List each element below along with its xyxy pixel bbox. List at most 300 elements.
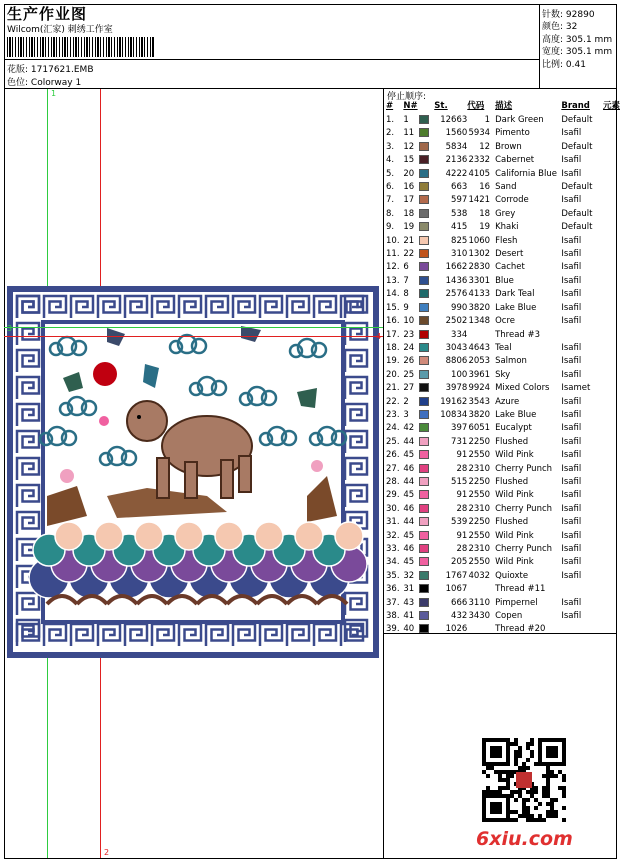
thread-brand: Isafil <box>561 155 582 166</box>
thread-table-header <box>386 100 620 114</box>
thread-swatch <box>419 503 434 516</box>
thread-index: 11. <box>386 249 400 260</box>
color-swatch <box>419 262 429 271</box>
thread-description: Wild Pink <box>495 450 534 461</box>
thread-description: Quioxte <box>495 570 529 581</box>
thread-code <box>467 623 495 636</box>
thread-description: Corrode <box>495 195 529 206</box>
thread-code: 2310 <box>468 544 491 554</box>
color-swatch <box>419 464 429 473</box>
thread-stitches: 666 <box>451 597 468 608</box>
thread-row <box>386 610 620 623</box>
color-swatch <box>419 316 429 325</box>
thread-needle: 11 <box>403 128 415 139</box>
thread-description: Lake Blue <box>495 409 537 420</box>
col-element: 元素 <box>602 101 620 112</box>
thread-description: Thread #20 <box>495 624 546 635</box>
thread-description: Copen <box>495 611 523 622</box>
thread-code: 2830 <box>468 262 491 273</box>
thread-swatch <box>419 114 434 127</box>
pattern-label: 花版: <box>7 65 29 75</box>
thread-needle: 15 <box>403 155 415 166</box>
thread-code <box>467 583 495 596</box>
thread-brand <box>561 623 595 636</box>
color-swatch <box>419 544 429 553</box>
stop-sequence-title: 停止顺序: <box>387 92 427 102</box>
thread-row <box>386 221 620 234</box>
thread-index: 16. <box>386 316 400 327</box>
thread-needle: 6 <box>403 262 409 273</box>
thread-stitches: 515 <box>451 476 468 487</box>
thread-index: 35. <box>386 570 400 581</box>
thread-description: Thread #3 <box>495 329 541 340</box>
color-swatch <box>419 517 429 526</box>
thread-brand: Isafil <box>561 262 582 273</box>
color-swatch <box>419 128 429 137</box>
flower-left <box>60 469 74 483</box>
thread-swatch <box>419 516 434 529</box>
thread-row <box>386 248 620 261</box>
thread-swatch <box>419 583 434 596</box>
thread-brand: Isamet <box>561 383 591 394</box>
thread-needle: 22 <box>403 249 415 260</box>
thread-swatch <box>419 409 434 422</box>
thread-description: Thread #11 <box>495 584 546 595</box>
thread-index: 19. <box>386 356 400 367</box>
thread-index: 3. <box>386 141 395 152</box>
thread-brand: Isafil <box>561 235 582 246</box>
thread-description: Dark Teal <box>495 289 535 300</box>
thread-index: 29. <box>386 490 400 501</box>
thread-swatch <box>419 342 434 355</box>
thread-brand: Isafil <box>561 275 582 286</box>
thread-index: 21. <box>386 383 400 394</box>
thread-stitches: 28 <box>456 544 468 554</box>
thread-brand <box>561 583 595 596</box>
color-swatch <box>419 330 429 339</box>
thread-index: 15. <box>386 302 400 313</box>
thread-needle: 9 <box>403 302 409 313</box>
thread-needle: 17 <box>403 195 415 206</box>
thread-code: 2550 <box>468 530 491 541</box>
thread-stitches: 8806 <box>445 356 468 367</box>
thread-brand: Isafil <box>561 557 582 568</box>
embroidery-design <box>7 286 382 658</box>
thread-code: 4643 <box>468 342 491 353</box>
thread-brand: Isafil <box>561 490 582 501</box>
thread-swatch <box>419 208 434 221</box>
thread-description: Cachet <box>495 262 525 273</box>
flower-right <box>311 460 323 472</box>
thread-brand: Isafil <box>561 289 582 300</box>
thread-index: 13. <box>386 275 400 286</box>
thread-description: Cherry Punch <box>495 503 553 514</box>
thread-row <box>386 409 620 422</box>
thread-code: 3961 <box>468 369 491 380</box>
color-swatch <box>419 557 429 566</box>
thread-stitches: 4222 <box>445 168 468 179</box>
thread-stitches: 28 <box>456 503 468 514</box>
thread-index: 37. <box>386 597 400 608</box>
thread-needle: 46 <box>403 503 415 514</box>
thread-brand: Isafil <box>561 369 582 380</box>
thread-index: 8. <box>386 208 395 219</box>
thread-stitches: 2502 <box>445 316 468 327</box>
thread-needle: 24 <box>403 342 415 353</box>
thread-swatch <box>419 556 434 569</box>
thread-stitches: 597 <box>451 195 468 206</box>
thread-swatch <box>419 597 434 610</box>
thread-row <box>386 503 620 516</box>
thread-brand: Isafil <box>561 168 582 179</box>
thread-description: Pimpernel <box>495 597 538 608</box>
colorway-row <box>7 75 81 88</box>
thread-row <box>386 556 620 569</box>
col-swatch <box>419 100 434 114</box>
thread-row <box>386 543 620 556</box>
color-swatch <box>419 477 429 486</box>
thread-stitches: 334 <box>451 329 468 340</box>
thread-row <box>386 181 620 194</box>
studio-name: Wilcom(汇家) 刺绣工作室 <box>7 25 113 35</box>
thread-description: Mixed Colors <box>495 383 550 394</box>
thread-needle: 44 <box>403 436 415 447</box>
thread-code: 2053 <box>468 356 491 367</box>
colorway-label: 色位: <box>7 78 29 88</box>
header-divider <box>4 88 617 89</box>
thread-brand: Default <box>561 141 593 152</box>
stat-colors: 颜色: 32 <box>542 22 578 32</box>
thread-swatch <box>419 489 434 502</box>
thread-description: Pimento <box>495 128 530 139</box>
thread-code: 1 <box>484 115 491 125</box>
thread-index: 14. <box>386 289 400 300</box>
thread-row <box>386 476 620 489</box>
thread-swatch <box>419 436 434 449</box>
thread-index: 18. <box>386 342 400 353</box>
flower-small <box>99 416 109 426</box>
thread-index: 30. <box>386 503 400 514</box>
thread-brand: Isafil <box>561 503 582 514</box>
col-stitches: St. <box>434 101 448 112</box>
color-swatch <box>419 383 429 392</box>
thread-code: 18 <box>479 208 491 219</box>
thread-swatch <box>419 154 434 167</box>
thread-brand: Isafil <box>561 342 582 353</box>
thread-needle: 41 <box>403 611 415 622</box>
thread-row <box>386 396 620 409</box>
thread-brand: Isafil <box>561 463 582 474</box>
thread-brand: Isafil <box>561 570 582 581</box>
color-swatch <box>419 142 429 151</box>
thread-description: Flushed <box>495 517 529 528</box>
thread-index: 2. <box>386 128 395 139</box>
thread-needle: 16 <box>403 182 415 193</box>
thread-brand: Isafil <box>561 302 582 313</box>
thread-needle: 45 <box>403 530 415 541</box>
thread-needle: 18 <box>403 208 415 219</box>
thread-brand: Isafil <box>561 356 582 367</box>
thread-code: 2250 <box>468 517 491 528</box>
thread-index: 25. <box>386 436 400 447</box>
thread-needle: 45 <box>403 557 415 568</box>
thread-row <box>386 436 620 449</box>
thread-index: 27. <box>386 463 400 474</box>
thread-brand: Isafil <box>561 611 582 622</box>
thread-stitches: 539 <box>451 517 468 528</box>
thread-brand: Isafil <box>561 450 582 461</box>
color-swatch <box>419 370 429 379</box>
thread-code: 3820 <box>468 302 491 313</box>
thread-code: 2550 <box>468 557 491 568</box>
thread-needle: 2 <box>403 396 409 407</box>
thread-row <box>386 449 620 462</box>
thread-swatch <box>419 248 434 261</box>
thread-swatch <box>419 221 434 234</box>
thread-swatch <box>419 570 434 583</box>
color-swatch <box>419 169 429 178</box>
thread-needle: 7 <box>403 275 409 286</box>
thread-description: Desert <box>495 249 524 260</box>
wave-band <box>29 522 367 604</box>
thread-row <box>386 235 620 248</box>
color-swatch <box>419 182 429 191</box>
thread-row <box>386 275 620 288</box>
thread-code: 3301 <box>468 275 491 286</box>
thread-row <box>386 422 620 435</box>
page-title: 生产作业图 <box>7 5 88 23</box>
thread-code: 2310 <box>468 503 491 514</box>
thread-swatch <box>419 543 434 556</box>
thread-code: 2550 <box>468 490 491 501</box>
color-swatch <box>419 289 429 298</box>
thread-brand: Isafil <box>561 195 582 206</box>
thread-needle: 19 <box>403 222 415 233</box>
thread-brand: Default <box>561 208 593 219</box>
thread-needle: 1 <box>403 115 409 125</box>
thread-index: 24. <box>386 423 400 434</box>
color-swatch <box>419 356 429 365</box>
color-swatch <box>419 611 429 620</box>
barcode <box>7 37 155 57</box>
thread-code: 2250 <box>468 476 491 487</box>
thread-stitches: 2136 <box>445 155 468 166</box>
thread-brand <box>561 329 595 342</box>
thread-swatch <box>419 449 434 462</box>
thread-description: Eucalypt <box>495 423 532 434</box>
thread-code: 19 <box>479 222 491 233</box>
guide-horizontal-red[interactable] <box>4 336 383 337</box>
thread-stitches: 91 <box>456 450 468 461</box>
thread-brand: Isafil <box>561 517 582 528</box>
thread-code: 3110 <box>468 597 491 608</box>
thread-brand: Isafil <box>561 544 582 554</box>
col-no: N# <box>403 101 418 112</box>
color-swatch <box>419 450 429 459</box>
thread-brand: Isafil <box>561 396 582 407</box>
thread-stitches: 10834 <box>440 409 468 420</box>
thread-index: 6. <box>386 182 395 193</box>
color-swatch <box>419 209 429 218</box>
thread-code: 2550 <box>468 450 491 461</box>
color-swatch <box>419 410 429 419</box>
thread-index: 1. <box>386 115 395 125</box>
color-swatch <box>419 195 429 204</box>
colorway-value: Colorway 1 <box>30 78 82 88</box>
thread-description: Flushed <box>495 476 529 487</box>
design-divider <box>383 88 384 859</box>
thread-brand: Default <box>561 115 593 125</box>
thread-description: Wild Pink <box>495 530 534 541</box>
thread-code: 1348 <box>468 316 491 327</box>
thread-description: Lake Blue <box>495 302 537 313</box>
thread-code: 3430 <box>468 611 491 622</box>
thread-row <box>386 208 620 221</box>
pattern-row <box>7 62 94 75</box>
thread-stitches: 3978 <box>445 383 468 394</box>
thread-index: 10. <box>386 235 400 246</box>
thread-swatch <box>419 476 434 489</box>
thread-code: 1302 <box>468 249 491 260</box>
thread-needle: 31 <box>403 584 415 595</box>
thread-swatch <box>419 623 434 636</box>
thread-brand: Isafil <box>561 597 582 608</box>
thread-index: 23. <box>386 409 400 420</box>
thread-code: 1421 <box>468 195 491 206</box>
color-swatch <box>419 397 429 406</box>
thread-description: Sand <box>495 182 517 193</box>
thread-stitches: 310 <box>451 249 468 260</box>
thread-swatch <box>419 530 434 543</box>
thread-brand: Isafil <box>561 409 582 420</box>
thread-index: 39. <box>386 624 400 635</box>
thread-brand: Isafil <box>561 530 582 541</box>
thread-swatch <box>419 329 434 342</box>
thread-brand: Isafil <box>561 476 582 487</box>
thread-stitches: 1767 <box>445 570 468 581</box>
thread-description: Brown <box>495 141 522 152</box>
guide-label-2: 2 <box>104 848 110 857</box>
stat-height: 高度: 305.1 mm <box>542 35 613 45</box>
thread-swatch <box>419 235 434 248</box>
col-idx: # <box>386 101 394 112</box>
thread-stitches: 3043 <box>445 342 468 353</box>
color-swatch <box>419 155 429 164</box>
thread-stitches: 91 <box>456 530 468 541</box>
thread-swatch <box>419 141 434 154</box>
thread-description: Grey <box>495 208 516 219</box>
thread-needle: 10 <box>403 316 415 327</box>
color-swatch <box>419 598 429 607</box>
thread-index: 32. <box>386 530 400 541</box>
thread-stitches: 663 <box>451 182 468 193</box>
thread-code <box>467 329 495 342</box>
thread-code: 4032 <box>468 570 491 581</box>
thread-row <box>386 530 620 543</box>
thread-index: 26. <box>386 450 400 461</box>
thread-brand: Default <box>561 222 593 233</box>
thread-swatch <box>419 610 434 623</box>
guide-label-4: 4 <box>376 332 382 341</box>
thread-row <box>386 583 620 596</box>
thread-index: 38. <box>386 611 400 622</box>
thread-row <box>386 261 620 274</box>
thread-description: Flushed <box>495 436 529 447</box>
thread-code: 3543 <box>468 396 491 407</box>
thread-index: 7. <box>386 195 395 206</box>
thread-index: 28. <box>386 476 400 487</box>
thread-description: Flesh <box>495 235 518 246</box>
thread-swatch <box>419 288 434 301</box>
thread-description: Teal <box>495 342 512 353</box>
thread-code: 2332 <box>468 155 491 166</box>
thread-stitches: 825 <box>451 235 468 246</box>
thread-row <box>386 623 620 636</box>
thread-table <box>386 100 620 637</box>
thread-row <box>386 315 620 328</box>
thread-needle: 45 <box>403 490 415 501</box>
color-swatch <box>419 504 429 513</box>
stats-divider <box>539 4 540 88</box>
thread-needle: 3 <box>403 409 409 420</box>
thread-row <box>386 194 620 207</box>
col-brand: Brand <box>561 101 590 112</box>
thread-description: Cabernet <box>495 155 535 166</box>
thread-brand: Isafil <box>561 436 582 447</box>
thread-needle: 23 <box>403 329 415 340</box>
thread-description: California Blue <box>495 168 557 179</box>
thread-swatch <box>419 382 434 395</box>
thread-description: Cherry Punch <box>495 463 553 474</box>
thread-row <box>386 489 620 502</box>
thread-needle: 45 <box>403 450 415 461</box>
thread-row <box>386 369 620 382</box>
stat-stitches: 针数: 92890 <box>542 10 595 20</box>
thread-stitches: 2576 <box>445 289 468 300</box>
thread-row <box>386 463 620 476</box>
thread-code: 3820 <box>468 409 491 420</box>
thread-row <box>386 570 620 583</box>
qr-code <box>482 738 566 822</box>
thread-swatch <box>419 463 434 476</box>
thread-description: Salmon <box>495 356 527 367</box>
thread-swatch <box>419 127 434 140</box>
thread-stitches: 1026 <box>445 624 468 635</box>
thread-needle: 43 <box>403 597 415 608</box>
thread-stitches: 731 <box>451 436 468 447</box>
thread-description: Ocre <box>495 316 515 327</box>
thread-stitches: 205 <box>451 557 468 568</box>
thread-stitches: 990 <box>451 302 468 313</box>
thread-stitches: 5834 <box>445 141 468 152</box>
thread-needle: 8 <box>403 289 409 300</box>
thread-index: 12. <box>386 262 400 273</box>
thread-code: 2250 <box>468 436 491 447</box>
color-swatch <box>419 571 429 580</box>
thread-description: Sky <box>495 369 511 380</box>
thread-code: 2310 <box>468 463 491 474</box>
color-swatch <box>419 303 429 312</box>
guide-horizontal-green[interactable] <box>4 327 383 328</box>
thread-row <box>386 302 620 315</box>
thread-brand: Isafil <box>561 128 582 139</box>
color-swatch <box>419 249 429 258</box>
col-description: 描述 <box>495 101 513 112</box>
thread-index: 36. <box>386 584 400 595</box>
thread-description: Dark Green <box>495 115 544 125</box>
color-swatch <box>419 236 429 245</box>
thread-needle: 12 <box>403 141 415 152</box>
